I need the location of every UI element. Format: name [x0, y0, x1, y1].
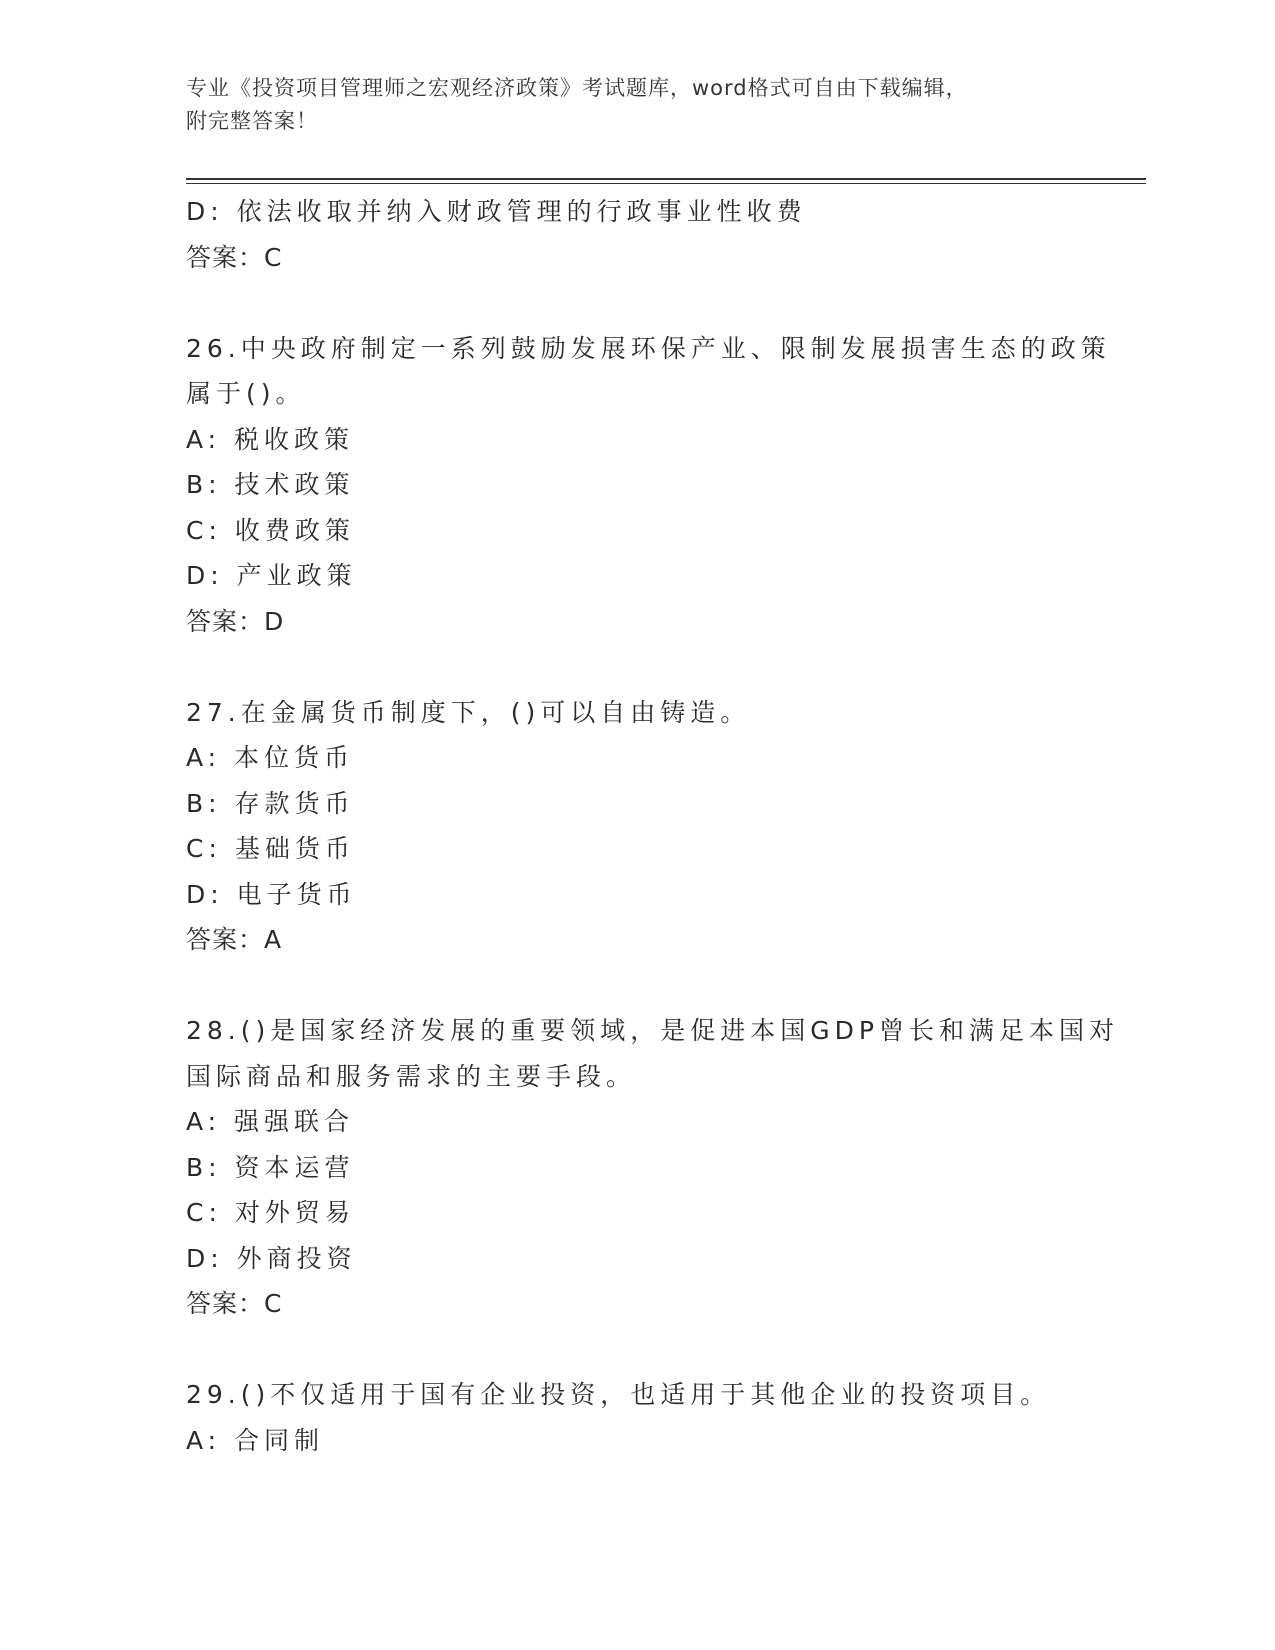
question-list: [186, 189, 1119, 1463]
option-b: B: 资本运营: [186, 1152, 355, 1182]
header-divider-thick: [186, 178, 1146, 180]
document-header: [186, 72, 1086, 138]
option-c: C: 基础货币: [186, 834, 355, 863]
answer-line: 答案：A: [186, 925, 283, 954]
question-stem: 29.()不仅适用于国有企业投资，也适用于其他企业的投资项目。: [186, 1380, 1051, 1409]
question-stem: 28.()是国家经济发展的重要领域，是促进本国GDP曾长和满足本国对: [186, 1016, 1119, 1045]
spacer: [186, 963, 1086, 1009]
header-line-2: 附完整答案！: [186, 109, 318, 133]
question-stem-continued: 属于()。: [186, 379, 306, 408]
question-26: [186, 326, 1111, 645]
answer-line: 答案：C: [186, 242, 283, 272]
option-a: A: 强强联合: [186, 1107, 355, 1136]
spacer: [186, 280, 1086, 326]
option-a: A: 税收政策: [186, 424, 355, 454]
header-line-1: 专业《投资项目管理师之宏观经济政策》考试题库，word格式可自由下载编辑，: [186, 76, 968, 100]
option-c: C: 对外贸易: [186, 1198, 355, 1227]
question-stem: 27.在金属货币制度下，()可以自由铸造。: [186, 697, 751, 727]
header-divider-thin: [186, 183, 1146, 184]
option-c: C: 收费政策: [186, 515, 355, 545]
option-d: D: 产业政策: [186, 561, 357, 590]
option-b: B: 存款货币: [186, 788, 355, 818]
spacer: [186, 1327, 1086, 1373]
answer-line: 答案：C: [186, 1289, 283, 1318]
question-29: [186, 1372, 1086, 1463]
option-b: B: 技术政策: [186, 470, 355, 499]
question-27: [186, 690, 1086, 963]
option-d: D: 依法收取并纳入财政管理的行政事业性收费: [186, 197, 807, 226]
question-28: [186, 1008, 1119, 1327]
answer-line: 答案：D: [186, 606, 285, 636]
option-d: D: 电子货币: [186, 879, 357, 909]
question-stem-continued: 国际商品和服务需求的主要手段。: [186, 1061, 637, 1091]
option-a: A: 本位货币: [186, 743, 355, 772]
option-a: A: 合同制: [186, 1425, 325, 1455]
spacer: [186, 644, 1086, 690]
option-d: D: 外商投资: [186, 1243, 357, 1273]
question-stem: 26.中央政府制定一系列鼓励发展环保产业、限制发展损害生态的政策: [186, 333, 1111, 363]
